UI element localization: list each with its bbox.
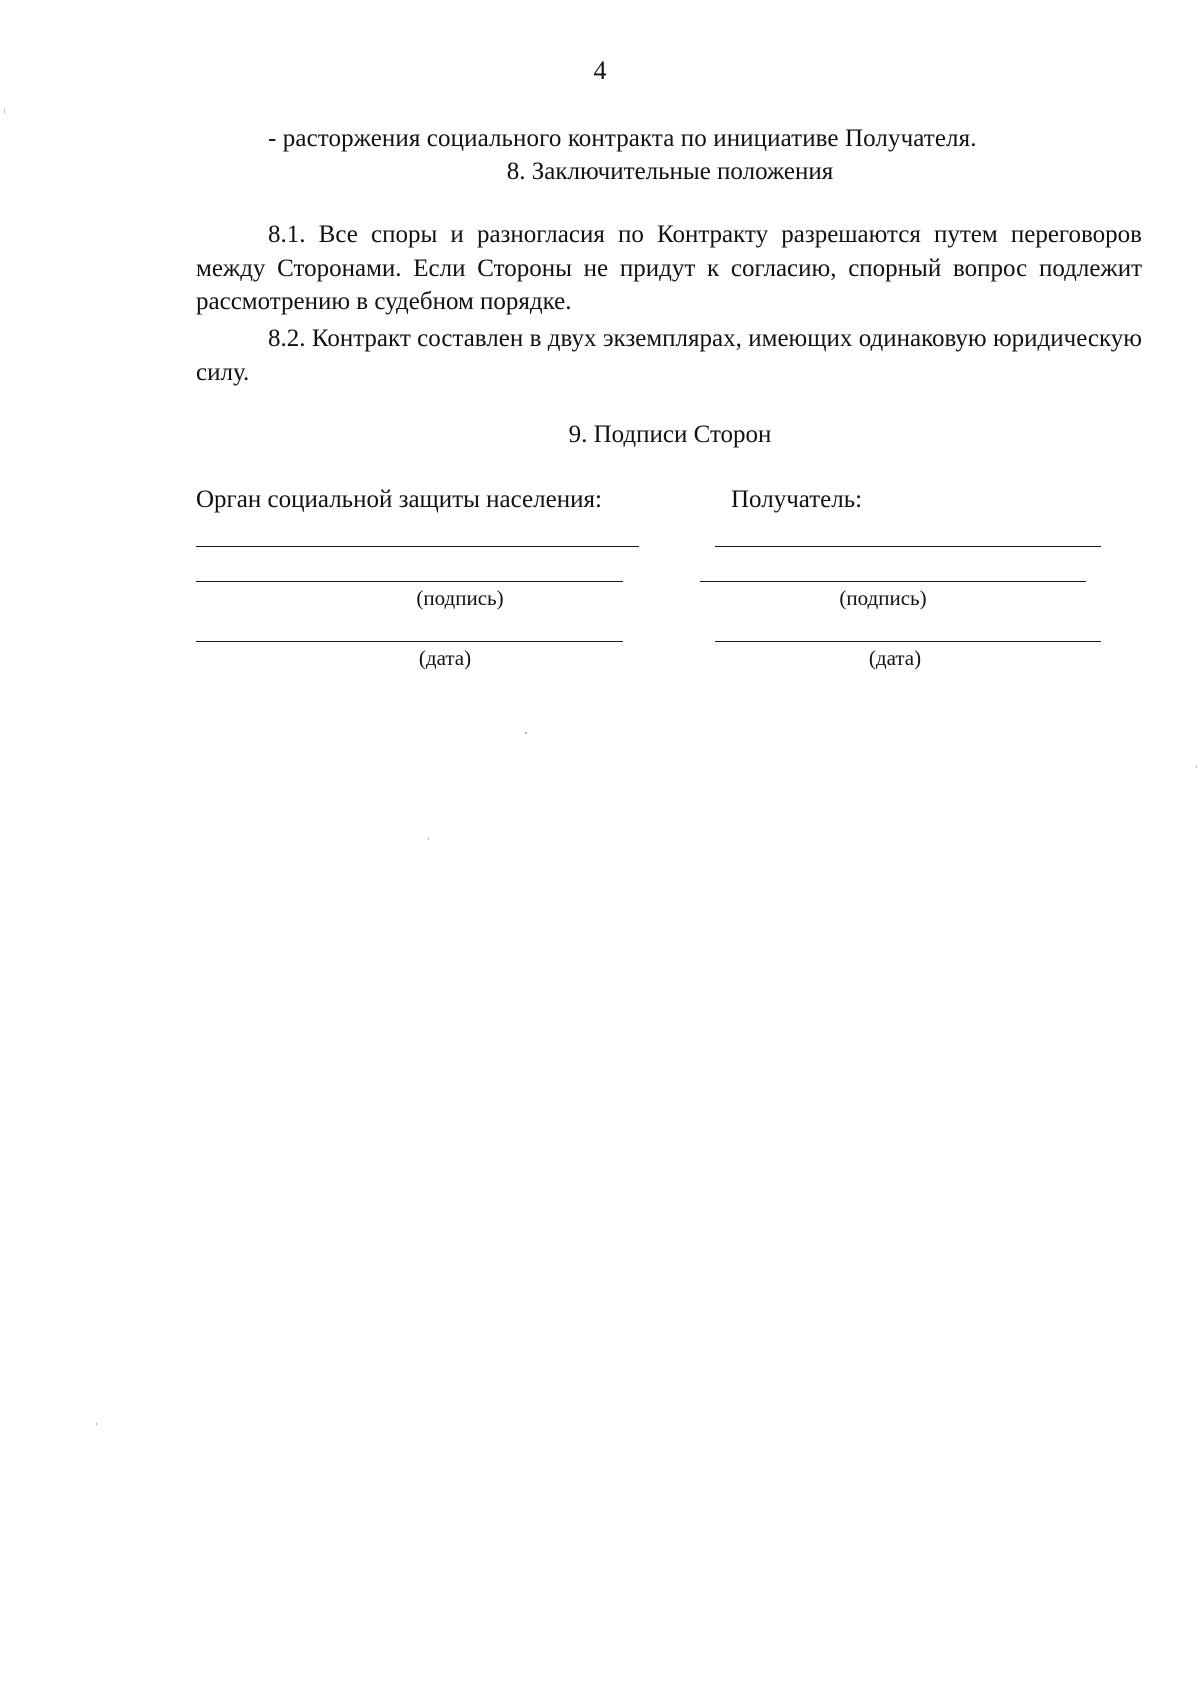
scan-speck: [4, 108, 5, 114]
authority-label: Орган социальной защиты населения:: [196, 486, 602, 513]
recipient-signature-caption: (подпись): [839, 586, 927, 610]
scan-speck: [428, 838, 429, 840]
recipient-name-line[interactable]: [715, 546, 1101, 547]
authority-date-line[interactable]: [196, 641, 623, 642]
recipient-date-caption: (дата): [868, 646, 922, 670]
authority-signature-line[interactable]: [196, 581, 623, 582]
section-8-heading: 8. Заключительные положения: [506, 158, 834, 185]
page-number: 4: [593, 56, 607, 85]
authority-name-line[interactable]: [196, 546, 639, 547]
scan-speck: [1196, 766, 1197, 768]
section-9-heading: 9. Подписи Сторон: [568, 421, 772, 448]
clause-8-2: 8.2. Контракт составлен в двух экземплярах, имеющих одинаковую юридическую силу.: [196, 325, 1142, 386]
previous-list-item: - расторжения социального контракта по инициативе Получателя.: [268, 125, 977, 152]
clause-8-1: 8.1. Все споры и разногласия по Контракту разрешаются путем переговоров между Сторонами. Если Стороны не придут к согласию, спорный вопрос подлежит рассмотрению в судебном порядке.: [196, 221, 1142, 315]
recipient-signature-line[interactable]: [700, 581, 1086, 582]
scan-speck: [96, 1423, 97, 1425]
authority-signature-caption: (подпись): [416, 586, 504, 610]
recipient-date-line[interactable]: [715, 641, 1101, 642]
recipient-label: Получатель:: [731, 486, 863, 513]
authority-date-caption: (дата): [418, 646, 472, 670]
scan-speck: [525, 732, 527, 734]
